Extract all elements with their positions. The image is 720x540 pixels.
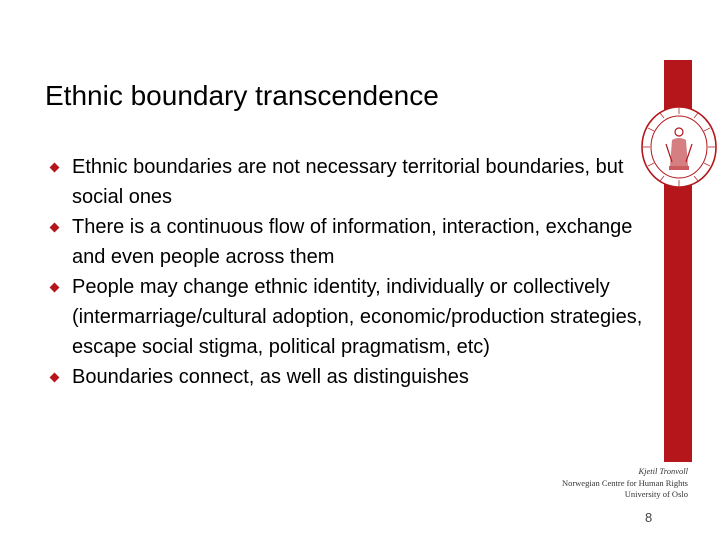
footer-author: Kjetil Tronvoll (638, 466, 688, 476)
bullet-text: There is a continuous flow of information, interaction, exchange and even people across them (72, 216, 633, 268)
slide-title: Ethnic boundary transcendence (45, 80, 439, 111)
red-diamond-bullet-icon (50, 223, 60, 233)
footer-credit (562, 466, 688, 501)
bullet-text: Boundaries connect, as well as distinguishes (72, 366, 469, 388)
university-seal-icon (639, 104, 719, 190)
red-diamond-bullet-icon (50, 163, 60, 173)
page-number: 8 (645, 510, 653, 525)
list-item (50, 212, 650, 272)
red-diamond-bullet-icon (50, 373, 60, 383)
list-item (50, 272, 650, 362)
footer-university: University of Oslo (624, 489, 688, 499)
list-item (50, 152, 650, 212)
bullet-text: People may change ethnic identity, individually or collectively (intermarriage/cultural adoption, economic/production strategies, escape social stigma, political pragmatism, etc) (72, 276, 643, 358)
list-item (50, 362, 650, 392)
footer-organization: Norwegian Centre for Human Rights (561, 477, 688, 488)
bullet-list (50, 152, 650, 392)
red-diamond-bullet-icon (50, 283, 60, 293)
bullet-text: Ethnic boundaries are not necessary territorial boundaries, but social ones (72, 156, 624, 208)
